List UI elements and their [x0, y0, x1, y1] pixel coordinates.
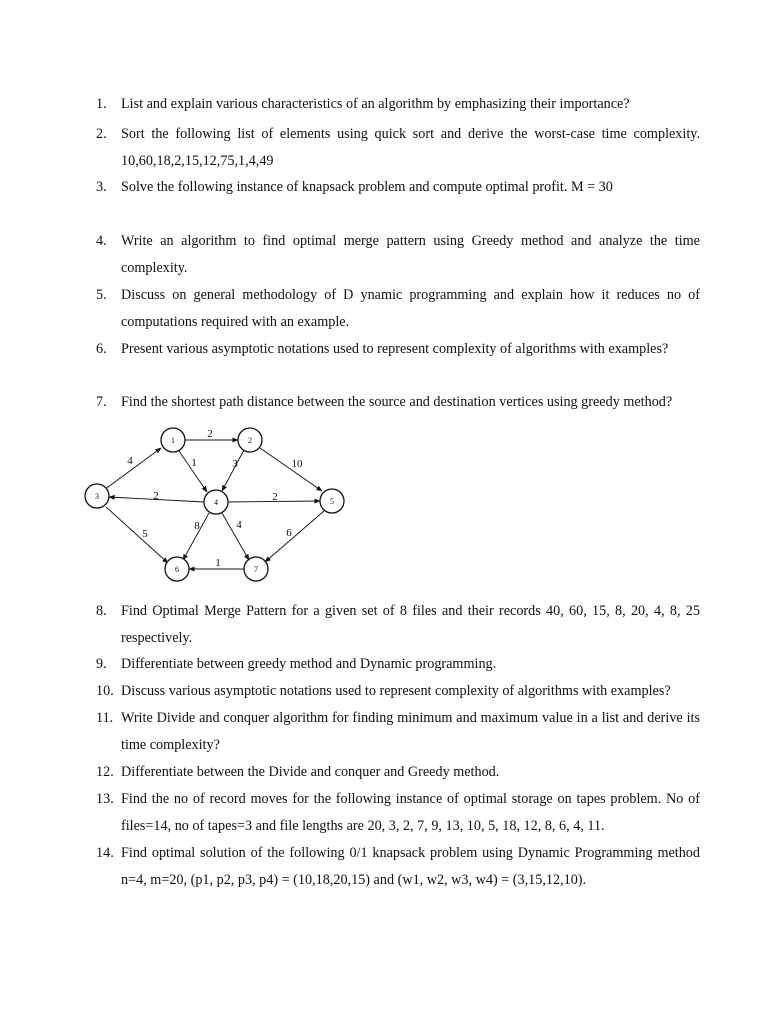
question-text: Find Optimal Merge Pattern for a given set of 8 files and their records 40, 60, 15, 8, 20, 4, 8, 25 respectively.	[121, 603, 700, 646]
shortest-path-graph	[80, 418, 360, 588]
node-7-label: 7	[254, 565, 258, 574]
question-text: Differentiate between greedy method and Dynamic programming.	[121, 656, 497, 672]
edge-weight-1-4: 1	[191, 457, 197, 469]
edge-weight-3-6: 5	[142, 528, 148, 540]
question-7	[96, 389, 700, 416]
question-text: Solve the following instance of knapsack problem and compute optimal profit. M = 30	[121, 179, 613, 195]
question-number: 2.	[96, 126, 107, 142]
node-1-label: 1	[171, 436, 175, 445]
edge-weight-2-5: 10	[291, 458, 303, 470]
edge-weight-2-4: 3	[232, 458, 238, 470]
question-11	[96, 705, 700, 759]
edge-weight-4-6: 8	[194, 520, 200, 532]
question-text: Write an algorithm to find optimal merge pattern using Greedy method and analyze the time complexity.	[121, 233, 700, 276]
question-number: 5.	[96, 287, 107, 303]
question-text: Find optimal solution of the following 0/1 knapsack problem using Dynamic Programming method n=4, m=20, (p1, p2, p3, p4) = (10,18,20,15) and (w1, w2, w3, w4) = (3,15,12,10).	[121, 845, 700, 888]
question-9	[96, 651, 700, 678]
edge-weight-7-6: 1	[215, 557, 221, 569]
question-5	[96, 282, 700, 336]
question-number: 11.	[96, 710, 114, 726]
edge-weight-4-3: 2	[153, 490, 159, 502]
question-number: 4.	[96, 233, 107, 249]
question-text: Sort the following list of elements using quick sort and derive the worst-case time complexity. 10,60,18,2,15,12,75,1,4,49	[121, 126, 700, 169]
question-number: 10.	[96, 683, 114, 699]
edge-weight-3-1: 4	[127, 455, 133, 467]
question-text: Write Divide and conquer algorithm for finding minimum and maximum value in a list and derive its time complexity?	[121, 710, 700, 753]
question-14	[96, 840, 700, 894]
node-5-label: 5	[330, 497, 334, 506]
node-4-label: 4	[214, 498, 218, 507]
question-12	[96, 759, 700, 786]
edge-2-4	[222, 450, 244, 491]
question-8	[96, 598, 700, 652]
edge-weight-1-2: 2	[207, 428, 213, 440]
question-2	[96, 121, 700, 175]
question-number: 12.	[96, 764, 114, 780]
edge-weight-4-5: 2	[272, 491, 278, 503]
question-13	[96, 786, 700, 840]
question-6	[96, 336, 700, 363]
question-number: 1.	[96, 96, 107, 112]
node-6-label: 6	[175, 565, 179, 574]
question-number: 3.	[96, 179, 107, 195]
question-text: Discuss on general methodology of D ynamic programming and explain how it reduces no of computations required with an example.	[121, 287, 700, 330]
question-number: 6.	[96, 341, 107, 357]
edge-3-6	[106, 507, 168, 563]
question-3	[96, 174, 700, 201]
question-text: Present various asymptotic notations used to represent complexity of algorithms with examples?	[121, 341, 669, 357]
question-text: Discuss various asymptotic notations used to represent complexity of algorithms with examples?	[121, 683, 671, 699]
edge-weight-5-7: 6	[286, 527, 292, 539]
question-number: 13.	[96, 791, 114, 807]
question-text: Find the shortest path distance between the source and destination vertices using greedy method?	[121, 394, 673, 410]
question-number: 8.	[96, 603, 107, 619]
question-text: Find the no of record moves for the following instance of optimal storage on tapes problem. No of files=14, no of tapes=3 and file lengths are 20, 3, 2, 7, 9, 13, 10, 5, 18, 12, 8, 6, 4, 11.	[121, 791, 700, 834]
question-text: Differentiate between the Divide and conquer and Greedy method.	[121, 764, 500, 780]
node-2-label: 2	[248, 436, 252, 445]
question-text: List and explain various characteristics of an algorithm by emphasizing their importance?	[121, 96, 630, 112]
question-10	[96, 678, 700, 705]
question-1	[96, 91, 700, 118]
question-number: 14.	[96, 845, 114, 861]
node-3-label: 3	[95, 492, 99, 501]
edge-weight-4-7: 4	[236, 519, 242, 531]
question-number: 9.	[96, 656, 107, 672]
question-number: 7.	[96, 394, 107, 410]
question-4	[96, 228, 700, 282]
edge-5-7	[265, 511, 324, 562]
